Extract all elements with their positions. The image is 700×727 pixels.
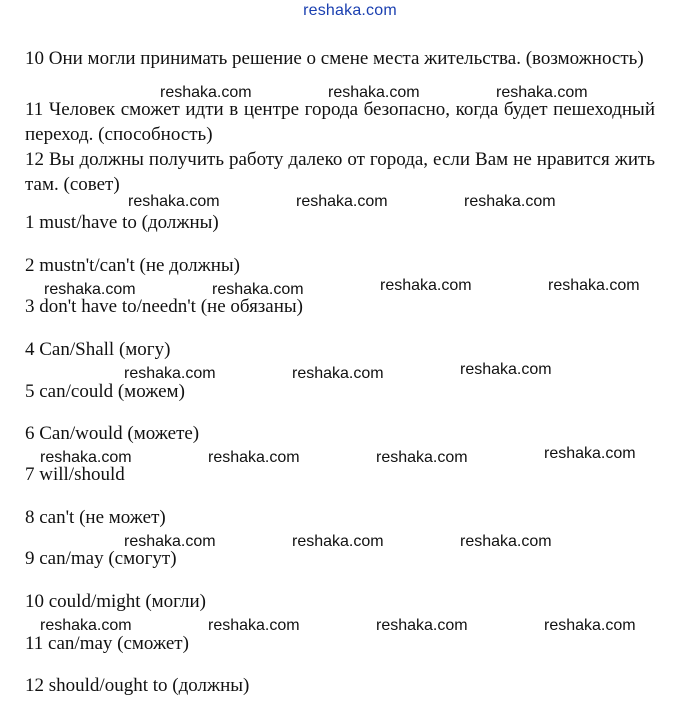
answer-7: 7 will/should — [25, 464, 125, 485]
watermark: reshaka.com — [124, 365, 216, 382]
watermark: reshaka.com — [44, 281, 136, 298]
answer-8: 8 can't (не может) — [25, 507, 166, 528]
answer-5: 5 can/could (можем) — [25, 381, 185, 402]
answer-10: 10 could/might (могли) — [25, 591, 206, 612]
answer-1: 1 must/have to (должны) — [25, 212, 219, 233]
answer-11: 11 can/may (сможет) — [25, 633, 189, 654]
watermark: reshaka.com — [208, 449, 300, 466]
watermark: reshaka.com — [212, 281, 304, 298]
watermark: reshaka.com — [376, 617, 468, 634]
watermark: reshaka.com — [128, 193, 220, 210]
watermark: reshaka.com — [160, 84, 252, 101]
watermark: reshaka.com — [544, 445, 636, 462]
answer-9: 9 can/may (смогут) — [25, 548, 177, 569]
answer-4: 4 Can/Shall (могу) — [25, 339, 171, 360]
answer-12: 12 should/ought to (должны) — [25, 675, 250, 696]
site-watermark-header: reshaka.com — [303, 2, 397, 19]
watermark: reshaka.com — [296, 193, 388, 210]
watermark: reshaka.com — [292, 365, 384, 382]
watermark: reshaka.com — [208, 617, 300, 634]
watermark: reshaka.com — [460, 533, 552, 550]
watermark: reshaka.com — [496, 84, 588, 101]
watermark: reshaka.com — [328, 84, 420, 101]
answer-6: 6 Can/would (можете) — [25, 423, 200, 444]
watermark: reshaka.com — [292, 533, 384, 550]
watermark: reshaka.com — [40, 449, 132, 466]
watermark: reshaka.com — [464, 193, 556, 210]
sentence-11: 11 Человек сможет идти в центре города безопасно, когда будет пешеходный переход. (способность) — [25, 99, 655, 145]
sentence-10: 10 Они могли принимать решение о смене места жительства. (возможность) — [25, 48, 644, 69]
watermark: reshaka.com — [460, 361, 552, 378]
watermark: reshaka.com — [544, 617, 636, 634]
watermark: reshaka.com — [380, 277, 472, 294]
watermark: reshaka.com — [40, 617, 132, 634]
answer-2: 2 mustn't/can't (не должны) — [25, 255, 240, 276]
watermark: reshaka.com — [548, 277, 640, 294]
watermark: reshaka.com — [376, 449, 468, 466]
watermark: reshaka.com — [124, 533, 216, 550]
answer-3: 3 don't have to/needn't (не обязаны) — [25, 296, 304, 317]
sentence-12: 12 Вы должны получить работу далеко от города, если Вам не нравится жить там. (совет) — [25, 149, 655, 195]
